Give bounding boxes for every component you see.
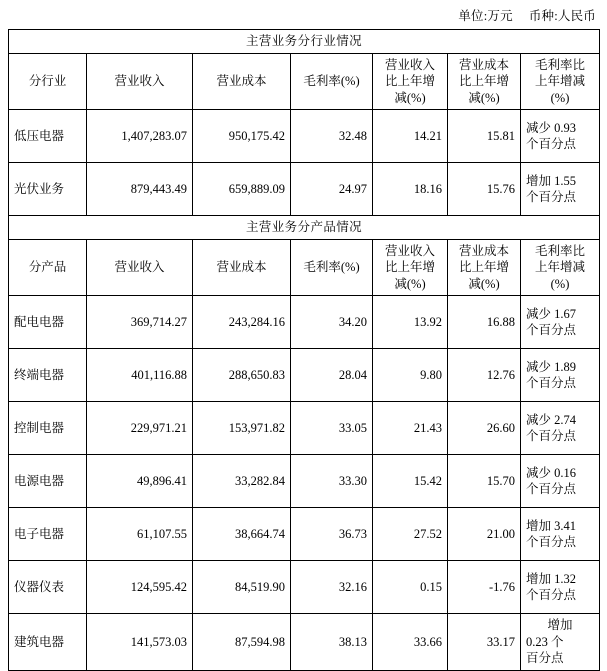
main-business-table xyxy=(8,29,600,671)
change-line: 个百分点 xyxy=(526,137,577,151)
header-line: 毛利率比 xyxy=(535,57,586,72)
currency-label: 币种:人民币 xyxy=(528,9,596,23)
row-margin: 33.30 xyxy=(291,455,373,508)
header-line: 减(%) xyxy=(468,276,500,291)
change-line: 减少 1.89 xyxy=(526,359,577,374)
change-line: 增加 3.41 xyxy=(526,518,577,533)
col-header-cost-change xyxy=(448,239,521,296)
row-cost: 659,889.09 xyxy=(193,163,291,216)
table-row xyxy=(9,614,600,671)
row-revenue-change: 27.52 xyxy=(373,508,448,561)
row-margin-change xyxy=(521,508,600,561)
col-header-cost: 营业成本 xyxy=(193,239,291,296)
table-header-row-industry xyxy=(9,53,600,110)
row-cost-change: 21.00 xyxy=(448,508,521,561)
row-category: 低压电器 xyxy=(9,110,87,163)
section-title-row xyxy=(9,216,600,240)
change-line: 0.23 个 xyxy=(526,634,564,649)
row-cost: 153,971.82 xyxy=(193,402,291,455)
col-header-category: 分行业 xyxy=(9,53,87,110)
row-cost-change: 26.60 xyxy=(448,402,521,455)
row-margin-change xyxy=(521,561,600,614)
table-header-row-product xyxy=(9,239,600,296)
table-row xyxy=(9,455,600,508)
header-line: 比上年增 xyxy=(384,74,435,88)
header-line: (%) xyxy=(550,90,570,105)
header-line: 比上年增 xyxy=(458,74,509,88)
change-line: 减少 2.74 xyxy=(526,412,577,427)
row-category: 光伏业务 xyxy=(9,163,87,216)
header-line: 营业成本 xyxy=(458,243,509,258)
row-category: 控制电器 xyxy=(9,402,87,455)
change-line: 个百分点 xyxy=(526,323,577,337)
header-line: 减(%) xyxy=(394,90,426,105)
header-line: 比上年增 xyxy=(458,260,509,274)
row-cost-change: 12.76 xyxy=(448,349,521,402)
row-cost-change: 16.88 xyxy=(448,296,521,349)
row-category: 终端电器 xyxy=(9,349,87,402)
change-line: 个百分点 xyxy=(526,190,577,204)
table-row xyxy=(9,349,600,402)
header-line: 减(%) xyxy=(394,276,426,291)
row-cost-change: 33.17 xyxy=(448,614,521,671)
header-line: 上年增减 xyxy=(535,74,586,88)
row-margin: 32.48 xyxy=(291,110,373,163)
col-header-margin-change xyxy=(521,53,600,110)
row-revenue: 141,573.03 xyxy=(87,614,193,671)
row-revenue: 124,595.42 xyxy=(87,561,193,614)
row-margin-change xyxy=(521,296,600,349)
header-line: 营业成本 xyxy=(458,57,509,72)
change-line: 减少 1.67 xyxy=(526,306,577,321)
section-title-row xyxy=(9,30,600,54)
col-header-revenue-change xyxy=(373,239,448,296)
row-revenue-change: 9.80 xyxy=(373,349,448,402)
col-header-category: 分产品 xyxy=(9,239,87,296)
table-row xyxy=(9,561,600,614)
row-margin: 38.13 xyxy=(291,614,373,671)
row-cost: 33,282.84 xyxy=(193,455,291,508)
row-category: 配电电器 xyxy=(9,296,87,349)
row-category: 仪器仪表 xyxy=(9,561,87,614)
col-header-cost: 营业成本 xyxy=(193,53,291,110)
change-line: 个百分点 xyxy=(526,535,577,549)
change-line: 减少 0.93 xyxy=(526,120,577,135)
row-revenue-change: 0.15 xyxy=(373,561,448,614)
header-line: (%) xyxy=(550,276,570,291)
row-cost-change: 15.70 xyxy=(448,455,521,508)
row-revenue-change: 21.43 xyxy=(373,402,448,455)
row-margin: 34.20 xyxy=(291,296,373,349)
change-line: 个百分点 xyxy=(526,376,577,390)
row-revenue-change: 14.21 xyxy=(373,110,448,163)
row-category: 电子电器 xyxy=(9,508,87,561)
table-row xyxy=(9,163,600,216)
row-margin: 32.16 xyxy=(291,561,373,614)
row-margin-change xyxy=(521,402,600,455)
row-margin-change xyxy=(521,455,600,508)
row-cost: 288,650.83 xyxy=(193,349,291,402)
col-header-revenue: 营业收入 xyxy=(87,53,193,110)
row-revenue: 879,443.49 xyxy=(87,163,193,216)
col-header-margin: 毛利率(%) xyxy=(291,53,373,110)
col-header-margin: 毛利率(%) xyxy=(291,239,373,296)
unit-currency-line xyxy=(8,0,599,29)
row-margin: 36.73 xyxy=(291,508,373,561)
row-cost: 243,284.16 xyxy=(193,296,291,349)
row-margin: 24.97 xyxy=(291,163,373,216)
header-line: 比上年增 xyxy=(384,260,435,274)
change-line: 个百分点 xyxy=(526,588,577,602)
row-cost: 950,175.42 xyxy=(193,110,291,163)
col-header-revenue: 营业收入 xyxy=(87,239,193,296)
row-margin: 28.04 xyxy=(291,349,373,402)
row-cost-change: 15.76 xyxy=(448,163,521,216)
col-header-cost-change xyxy=(448,53,521,110)
row-cost-change: 15.81 xyxy=(448,110,521,163)
header-line: 营业收入 xyxy=(384,57,435,72)
change-line: 增加 xyxy=(547,618,573,632)
table-row xyxy=(9,296,600,349)
col-header-revenue-change xyxy=(373,53,448,110)
header-line: 减(%) xyxy=(468,90,500,105)
row-revenue: 401,116.88 xyxy=(87,349,193,402)
header-line: 毛利率比 xyxy=(535,243,586,258)
row-revenue-change: 15.42 xyxy=(373,455,448,508)
header-line: 上年增减 xyxy=(535,260,586,274)
table-row xyxy=(9,508,600,561)
row-margin: 33.05 xyxy=(291,402,373,455)
row-margin-change xyxy=(521,349,600,402)
col-header-margin-change xyxy=(521,239,600,296)
row-cost: 38,664.74 xyxy=(193,508,291,561)
change-line: 增加 1.55 xyxy=(526,173,577,188)
table-row xyxy=(9,402,600,455)
row-revenue-change: 33.66 xyxy=(373,614,448,671)
row-margin-change xyxy=(521,614,600,671)
row-cost-change: -1.76 xyxy=(448,561,521,614)
row-margin-change xyxy=(521,163,600,216)
row-category: 电源电器 xyxy=(9,455,87,508)
row-cost: 87,594.98 xyxy=(193,614,291,671)
change-line: 增加 1.32 xyxy=(526,571,577,586)
row-revenue-change: 18.16 xyxy=(373,163,448,216)
header-line: 营业收入 xyxy=(384,243,435,258)
change-line: 个百分点 xyxy=(526,429,577,443)
row-cost: 84,519.90 xyxy=(193,561,291,614)
table-row xyxy=(9,110,600,163)
section-title-product: 主营业务分产品情况 xyxy=(9,216,600,240)
row-category: 建筑电器 xyxy=(9,614,87,671)
row-revenue: 61,107.55 xyxy=(87,508,193,561)
unit-label: 单位:万元 xyxy=(458,9,513,23)
row-revenue: 1,407,283.07 xyxy=(87,110,193,163)
change-line: 减少 0.16 xyxy=(526,465,577,480)
section-title-industry: 主营业务分行业情况 xyxy=(9,30,600,54)
row-revenue-change: 13.92 xyxy=(373,296,448,349)
change-line: 个百分点 xyxy=(526,482,577,496)
row-revenue: 49,896.41 xyxy=(87,455,193,508)
row-revenue: 369,714.27 xyxy=(87,296,193,349)
row-margin-change xyxy=(521,110,600,163)
change-line: 百分点 xyxy=(526,651,564,665)
row-revenue: 229,971.21 xyxy=(87,402,193,455)
